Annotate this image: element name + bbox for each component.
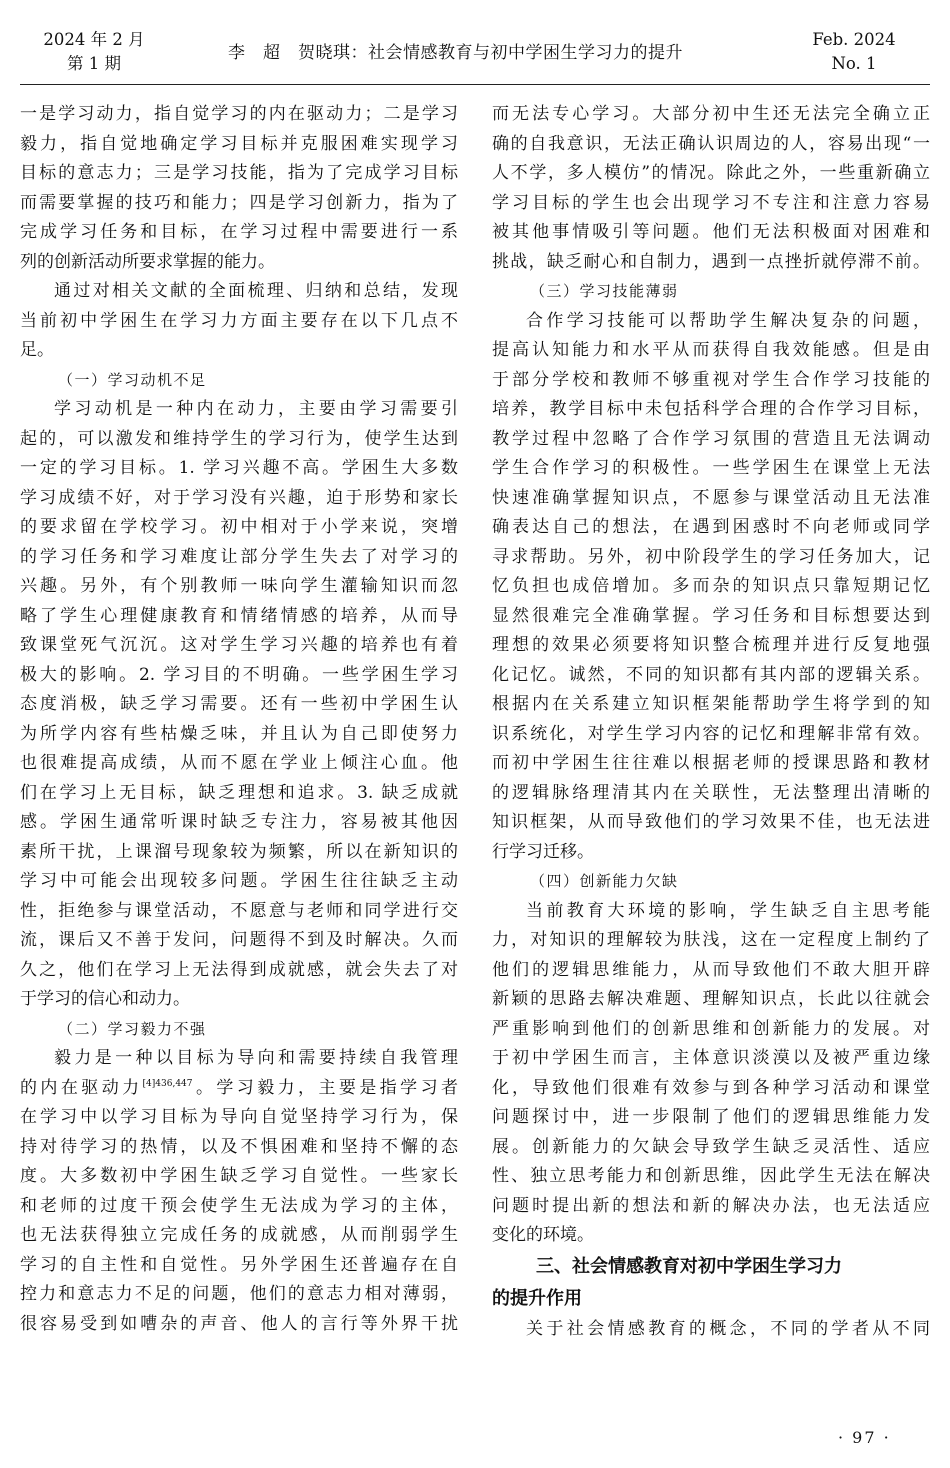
text-line: 于部分学校和教师不够重视对学生合作学习技能的 (492, 369, 930, 390)
text-line: 性，拒绝参与课堂活动，不愿意与老师和同学进行交 (20, 900, 458, 921)
text-line-with-citation (20, 1074, 458, 1104)
citation-reference: [4]436,447 (142, 1078, 193, 1089)
text-line: 毅力是一种以目标为导向和需要持续自我管理 (54, 1048, 458, 1068)
paragraph-distraction (492, 100, 930, 277)
text-line: 快速准确掌握知识点，不愿参与课堂活动且无法准 (492, 487, 930, 508)
text-line: 提高认知能力和水平从而获得自我效能感。但是由 (492, 340, 930, 360)
text-line: 化记忆。诚然，不同的知识都有其内部的逻辑关系。 (492, 664, 930, 685)
text-line: 于初中学困生而言，主体意识淡漠以及被严重边缘 (492, 1048, 930, 1068)
right-column (492, 100, 930, 1344)
left-column (20, 100, 458, 1339)
article-running-title: 李 超 贺晓琪：社会情感教育与初中学困生学习力的提升 (228, 43, 683, 63)
paragraph-motivation (20, 395, 458, 1015)
text-line: 而初中学困生往往难以根据老师的授课思路和教材 (492, 753, 930, 773)
text-line: 足。 (20, 340, 54, 360)
text-line: 们在学习上无目标，缺乏理想和追求。3. 缺乏成就 (20, 782, 458, 803)
text-line: 的逻辑脉络理清其内在关联性，无法整理出清晰的 (492, 782, 930, 803)
subheading-motivation: （一）学习动机不足 (58, 370, 207, 389)
issue-date-en (794, 28, 914, 76)
text-line: 感。学困生通常听课时缺乏专注力，容易被其他因 (20, 812, 458, 832)
text-line: 学习成绩不好，对于学习没有兴趣，迫于形势和家长 (20, 487, 458, 508)
text-line: 当前初中学困生在学习力方面主要存在以下几点不 (20, 310, 458, 331)
text-line: 当前教育大环境的影响，学生缺乏自主思考能 (526, 900, 930, 921)
text-line: 致课堂死气沉沉。这对学生学习兴趣的培养也有着 (20, 635, 458, 655)
text-line: 教学过程中忽略了合作学习氛围的营造且无法调动 (492, 428, 930, 449)
text-line: 于学习的信心和动力。 (20, 989, 190, 1009)
text-line: 根据内在关系建立知识框架能帮助学生将学到的知 (492, 694, 930, 714)
text-line: 态度消极，缺乏学习需要。还有一些初中学困生认 (20, 694, 458, 714)
text-line: 的要求留在学校学习。初中相对于小学来说，突增 (20, 517, 458, 537)
text-line: 显然很难完全准确掌握。学习任务和目标想要达到 (492, 605, 930, 626)
text-line: 人不学，多人模仿”的情况。除此之外，一些重新确立 (492, 163, 930, 183)
text-line: 问题探讨中，进一步限制了他们的逻辑思维能力发 (492, 1107, 930, 1127)
text-line: 化，导致他们很难有效参与到各种学习活动和课堂 (492, 1077, 930, 1098)
citation-lead-text: 的内在驱动力 (20, 1077, 143, 1098)
text-line: 培养，教学目标中未包括科学合理的合作学习目标， (492, 399, 930, 419)
text-line: 严重影响到他们的创新思维和创新能力的发展。对 (492, 1018, 930, 1039)
text-line: 行学习迁移。 (492, 841, 594, 862)
text-line: 而无法专心学习。大部分初中生还无法完全确立正 (492, 104, 930, 124)
subheading-perseverance: （二）学习毅力不强 (58, 1019, 207, 1038)
text-line: 完成学习任务和目标，在学习过程中需要进行一系 (20, 222, 458, 242)
section-heading-line: 三、社会情感教育对初中学困生学习力 (536, 1255, 842, 1277)
text-line: 学习动机是一种内在动力，主要由学习需要引 (54, 399, 458, 419)
text-line: 挑战，缺乏耐心和自制力，遇到一点挫折就停滞不前。 (492, 251, 930, 272)
paragraph-sel-concept (492, 1315, 930, 1345)
text-line: 学习的自主性和自觉性。另外学困生还普遍存在自 (20, 1254, 458, 1275)
text-line: 流，课后又不善于发问，问题得不到及时解决。久而 (20, 930, 458, 950)
text-line: 被其他事情吸引等问题。他们无法积极面对困难和 (492, 222, 930, 242)
text-line: 寻求帮助。另外，初中阶段学生的学习任务加大，记 (492, 546, 930, 567)
text-line: 力，对知识的理解较为肤浅，这在一定程度上制约了 (492, 930, 930, 950)
subheading-innovation: （四）创新能力欠缺 (530, 872, 679, 890)
text-line: 很容易受到如嘈杂的声音、他人的言行等外界干扰 (20, 1313, 458, 1334)
text-line: 性、独立思考能力和创新思维，因此学生无法在解决 (492, 1166, 930, 1186)
issue-year-month: 2024 年 2 月 (43, 30, 145, 49)
text-line: 极大的影响。2. 学习目的不明确。一些学困生学习 (20, 664, 458, 685)
text-line: 也无法获得独立完成任务的成就感，从而削弱学生 (20, 1225, 458, 1245)
paragraph-skills (492, 307, 930, 868)
running-header (20, 28, 930, 86)
text-line: 久之，他们在学习上无法得到成就感，就会失去了对 (20, 959, 458, 980)
issue-date-cn (34, 28, 154, 76)
section-heading-3 (492, 1251, 930, 1315)
text-line: 学习中可能会出现较多问题。学困生往往缺乏主动 (20, 871, 458, 891)
text-line: 确的自我意识，无法正确认识周边的人，容易出现“一 (492, 133, 930, 154)
text-line: 兴趣。另外，有个别教师一味向学生灌输知识而忽 (20, 576, 458, 596)
text-line: 他们的逻辑思维能力，从而导致他们不敢大胆开辟 (492, 959, 930, 980)
text-line: 的学习任务和学习难度让部分学生失去了对学习的 (20, 546, 458, 567)
header-rule (20, 84, 930, 85)
issue-number: 第 1 期 (67, 54, 121, 73)
paragraph-learning-components (20, 100, 458, 277)
text-line: 学习目标的学生也会出现学习不专注和注意力容易 (492, 192, 930, 213)
text-line: 素所干扰，上课溜号现象较为频繁，所以在新知识的 (20, 841, 458, 862)
text-line: 确表达自己的想法，在遇到困惑时不向老师或同学 (492, 517, 930, 537)
issue-month-year-en: Feb. 2024 (812, 30, 896, 49)
text-line: 度。大多数初中学困生缺乏学习自觉性。一些家长 (20, 1166, 458, 1186)
text-line: 目标的意志力；三是学习技能，指为了完成学习目标 (20, 163, 458, 183)
text-line: 而需要掌握的技巧和能力；四是学习创新力，指为了 (20, 192, 458, 213)
text-line: 忆负担也成倍增加。多而杂的知识点只靠短期记忆 (492, 576, 930, 596)
text-line: 新颖的思路去解决难题、理解知识点，长此以往就会 (492, 989, 930, 1009)
paragraph-literature-review (20, 277, 458, 366)
text-line: 理想的效果必须要将知识整合梳理并进行反复地强 (492, 635, 930, 655)
text-line: 略了学生心理健康教育和情绪情感的培养，从而导 (20, 605, 458, 626)
text-line: 知识框架，从而导致他们的学习效果不佳，也无法进 (492, 812, 930, 832)
issue-number-en: No. 1 (831, 54, 877, 73)
text-line: 关于社会情感教育的概念，不同的学者从不同 (526, 1318, 930, 1339)
text-line: 列的创新活动所要求掌握的能力。 (20, 251, 275, 272)
citation-trail-text: 。学习毅力，主要是指学习者 (192, 1077, 459, 1098)
text-line: 一是学习动力，指自觉学习的内在驱动力；二是学习 (20, 104, 458, 124)
paragraph-innovation (492, 897, 930, 1251)
text-line: 在学习中以学习目标为导向自觉坚持学习行为，保 (20, 1107, 458, 1127)
text-line: 学生合作学习的积极性。一些学困生在课堂上无法 (492, 458, 930, 478)
text-line: 问题时提出新的想法和新的解决办法，也无法适应 (492, 1195, 930, 1216)
text-line: 一定的学习目标。1. 学习兴趣不高。学困生大多数 (20, 458, 458, 478)
text-line: 控力和意志力不足的问题，他们的意志力相对薄弱， (20, 1284, 458, 1304)
subheading-skills: （三）学习技能薄弱 (530, 282, 679, 300)
text-line: 为所学内容有些枯燥乏味，并且认为自己即使努力 (20, 723, 458, 744)
page-number: · 97 · (838, 1428, 891, 1447)
text-line: 展。创新能力的欠缺会导致学生缺乏灵活性、适应 (492, 1136, 930, 1157)
text-line: 变化的环境。 (492, 1225, 594, 1245)
text-line: 持对待学习的热情，以及不惧困难和坚持不懈的态 (20, 1136, 458, 1157)
text-line: 起的，可以激发和维持学生的学习行为，使学生达到 (20, 428, 458, 449)
text-line: 也很难提高成绩，从而不愿在学业上倾注心血。他 (20, 753, 458, 773)
text-line: 通过对相关文献的全面梳理、归纳和总结，发现 (54, 281, 458, 301)
text-line: 和老师的过度干预会使学生无法成为学习的主体， (20, 1195, 458, 1216)
section-heading-line: 的提升作用 (492, 1287, 582, 1309)
text-line: 合作学习技能可以帮助学生解决复杂的问题， (526, 310, 930, 331)
text-line: 识系统化，对学生学习内容的记忆和理解非常有效。 (492, 723, 930, 744)
paragraph-perseverance (20, 1044, 458, 1339)
text-line: 毅力，指自觉地确定学习目标并克服困难实现学习 (20, 133, 458, 154)
